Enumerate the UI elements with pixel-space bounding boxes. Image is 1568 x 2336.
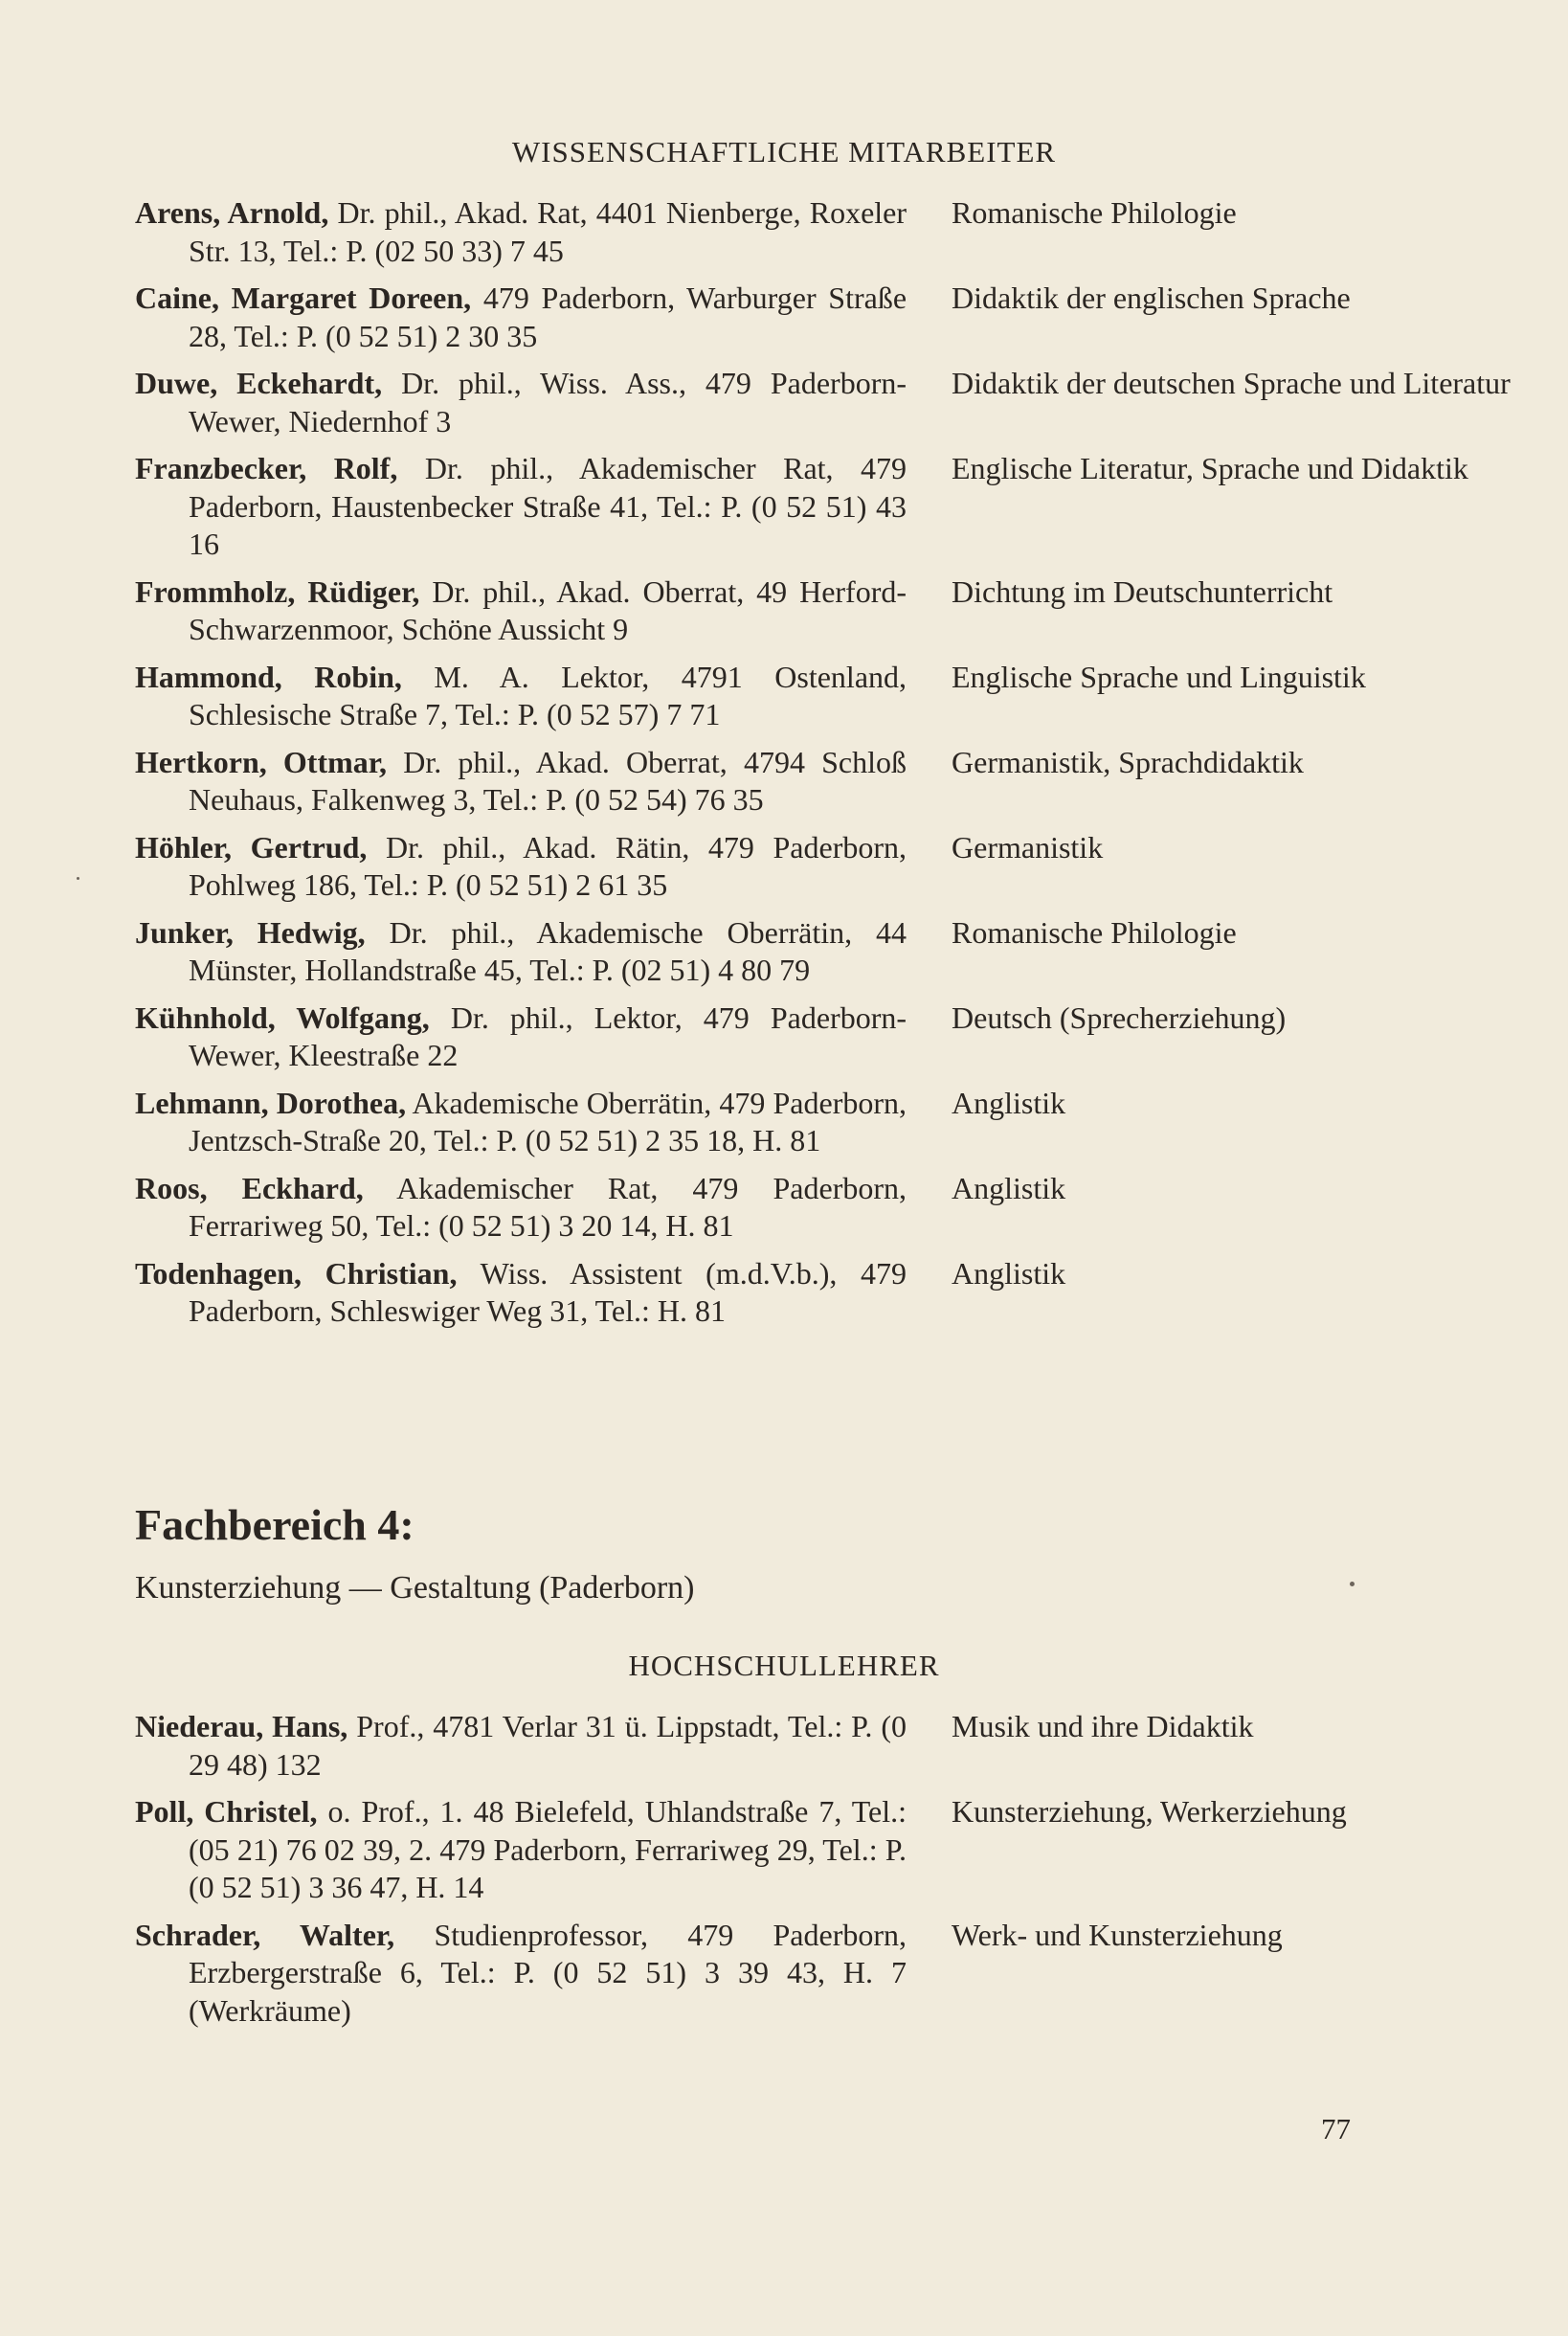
person-details: Studienprofessor, 479 Paderborn, Erzbergerstraße 6, Tel.: P. (0 52 51) 3 39 43, H. 7 (Werkräume) <box>189 1917 907 2028</box>
list-item <box>135 573 1542 649</box>
subject-area: Musik und ihre Didaktik <box>952 1709 1254 1743</box>
entry-text <box>135 1708 907 1784</box>
list-item <box>135 1708 1542 1784</box>
person-name: Niederau, Hans, <box>135 1709 348 1743</box>
entry-text <box>135 1793 907 1907</box>
person-name: Arens, Arnold, <box>135 195 329 230</box>
section-heading-mitarbeiter: WISSENSCHAFTLICHE MITARBEITER <box>511 135 1057 168</box>
entry-text <box>135 280 907 355</box>
list-item <box>135 829 1542 905</box>
person-name: Caine, Margaret Doreen, <box>135 281 472 315</box>
person-details: Dr. phil., Wiss. Ass., 479 Paderborn-Wewer, Niedernhof 3 <box>189 366 907 438</box>
person-details: Prof., 4781 Verlar 31 ü. Lippstadt, Tel.: P. (0 29 48) 132 <box>189 1709 907 1782</box>
person-name: Frommholz, Rüdiger, <box>135 573 420 609</box>
list-item <box>135 1917 1542 2031</box>
entry-text <box>135 914 907 990</box>
subject-area: Englische Sprache und Linguistik <box>952 659 1366 694</box>
person-details: Wiss. Assistent (m.d.V.b.), 479 Paderborn, Schleswiger Weg 31, Tel.: H. 81 <box>189 1255 907 1328</box>
entry-text <box>135 1000 907 1075</box>
subject-area: Dichtung im Deutschunterricht <box>952 573 1333 609</box>
entry-text <box>135 365 907 440</box>
fachbereich-subtitle: Kunsterziehung — Gestaltung (Paderborn) <box>135 1570 695 1606</box>
entry-text <box>135 659 907 734</box>
entry-text <box>135 744 907 820</box>
entry-text <box>135 450 907 564</box>
subject-area: Anglistik <box>952 1170 1066 1205</box>
list-item <box>135 280 1542 355</box>
person-details: M. A. Lektor, 4791 Ostenland, Schlesische Straße 7, Tel.: P. (0 52 57) 7 71 <box>189 659 907 731</box>
person-details: Dr. phil., Akad. Oberrat, 49 Herford-Schwarzenmoor, Schöne Aussicht 9 <box>189 573 907 646</box>
subject-area: Didaktik der deutschen Sprache und Literatur <box>952 366 1511 400</box>
entry-text <box>135 573 907 649</box>
hochschullehrer-list <box>135 1708 1542 2039</box>
subject-area: Werk- und Kunsterziehung <box>952 1917 1283 1952</box>
fachbereich-title: Fachbereich 4: <box>135 1500 414 1549</box>
list-item <box>135 914 1542 990</box>
list-item <box>135 1255 1542 1331</box>
person-name: Todenhagen, Christian, <box>135 1255 458 1291</box>
list-item <box>135 194 1542 270</box>
subject-area: Englische Literatur, Sprache und Didaktik <box>952 451 1468 485</box>
list-item <box>135 659 1542 734</box>
person-name: Schrader, Walter, <box>135 1917 395 1952</box>
section-heading-hochschullehrer: HOCHSCHULLEHRER <box>628 1649 940 1682</box>
subject-area: Didaktik der englischen Sprache <box>952 281 1351 315</box>
person-details: Dr. phil., Akad. Rat, 4401 Nienberge, Roxeler Str. 13, Tel.: P. (02 50 33) 7 45 <box>189 195 907 268</box>
person-details: Dr. phil., Akad. Rätin, 479 Paderborn, Pohlweg 186, Tel.: P. (0 52 51) 2 61 35 <box>189 829 907 902</box>
person-name: Lehmann, Dorothea, <box>135 1085 407 1120</box>
person-details: Dr. phil., Akademische Oberrätin, 44 Münster, Hollandstraße 45, Tel.: P. (02 51) 4 80 79 <box>189 914 907 987</box>
list-item <box>135 1793 1542 1907</box>
person-name: Duwe, Eckehardt, <box>135 366 383 400</box>
person-details: Dr. phil., Akademischer Rat, 479 Paderborn, Haustenbecker Straße 41, Tel.: P. (0 52 51) 43 16 <box>189 451 907 561</box>
person-details: 479 Paderborn, Warburger Straße 28, Tel.: P. (0 52 51) 2 30 35 <box>189 281 907 353</box>
person-details: o. Prof., 1. 48 Bielefeld, Uhlandstraße 7, Tel.: (05 21) 76 02 39, 2. 479 Paderborn, Ferrariweg 29, Tel.: P. (0 52 51) 3 36 47, H. 14 <box>189 1794 907 1904</box>
person-details: Akademischer Rat, 479 Paderborn, Ferrariweg 50, Tel.: (0 52 51) 3 20 14, H. 81 <box>189 1170 907 1243</box>
subject-area: Anglistik <box>952 1085 1066 1120</box>
subject-area: Germanistik <box>952 829 1104 865</box>
subject-area: Anglistik <box>952 1255 1066 1291</box>
list-item <box>135 744 1542 820</box>
list-item <box>135 1000 1542 1075</box>
entry-text <box>135 1085 907 1160</box>
person-name: Franzbecker, Rolf, <box>135 451 398 485</box>
subject-area: Deutsch (Sprecherziehung) <box>952 1000 1287 1035</box>
subject-area: Germanistik, Sprachdidaktik <box>952 744 1304 779</box>
mitarbeiter-list <box>135 194 1542 1340</box>
person-name: Kühnhold, Wolfgang, <box>135 1000 430 1035</box>
person-details: Dr. phil., Akad. Oberrat, 4794 Schloß Neuhaus, Falkenweg 3, Tel.: P. (0 52 54) 76 35 <box>189 744 907 817</box>
list-item <box>135 365 1542 440</box>
person-name: Höhler, Gertrud, <box>135 829 368 865</box>
entry-text <box>135 1255 907 1331</box>
subject-area: Kunsterziehung, Werkerziehung <box>952 1794 1347 1829</box>
page-number: 77 <box>1321 2112 1351 2145</box>
paper-speck <box>1350 1582 1355 1586</box>
subject-area: Romanische Philologie <box>952 914 1237 950</box>
entry-text <box>135 194 907 270</box>
person-name: Junker, Hedwig, <box>135 914 366 950</box>
subject-area: Romanische Philologie <box>952 195 1237 230</box>
list-item <box>135 1085 1542 1160</box>
list-item <box>135 450 1542 564</box>
entry-text <box>135 1917 907 2031</box>
list-item <box>135 1170 1542 1246</box>
person-name: Hertkorn, Ottmar, <box>135 744 388 779</box>
paper-speck <box>77 877 79 880</box>
person-details: Akademische Oberrätin, 479 Paderborn, Jentzsch-Straße 20, Tel.: P. (0 52 51) 2 35 18, H. 81 <box>189 1085 907 1157</box>
person-name: Hammond, Robin, <box>135 659 402 694</box>
person-details: Dr. phil., Lektor, 479 Paderborn-Wewer, Kleestraße 22 <box>189 1000 907 1072</box>
person-name: Roos, Eckhard, <box>135 1170 364 1205</box>
person-name: Poll, Christel, <box>135 1794 318 1829</box>
entry-text <box>135 829 907 905</box>
entry-text <box>135 1170 907 1246</box>
